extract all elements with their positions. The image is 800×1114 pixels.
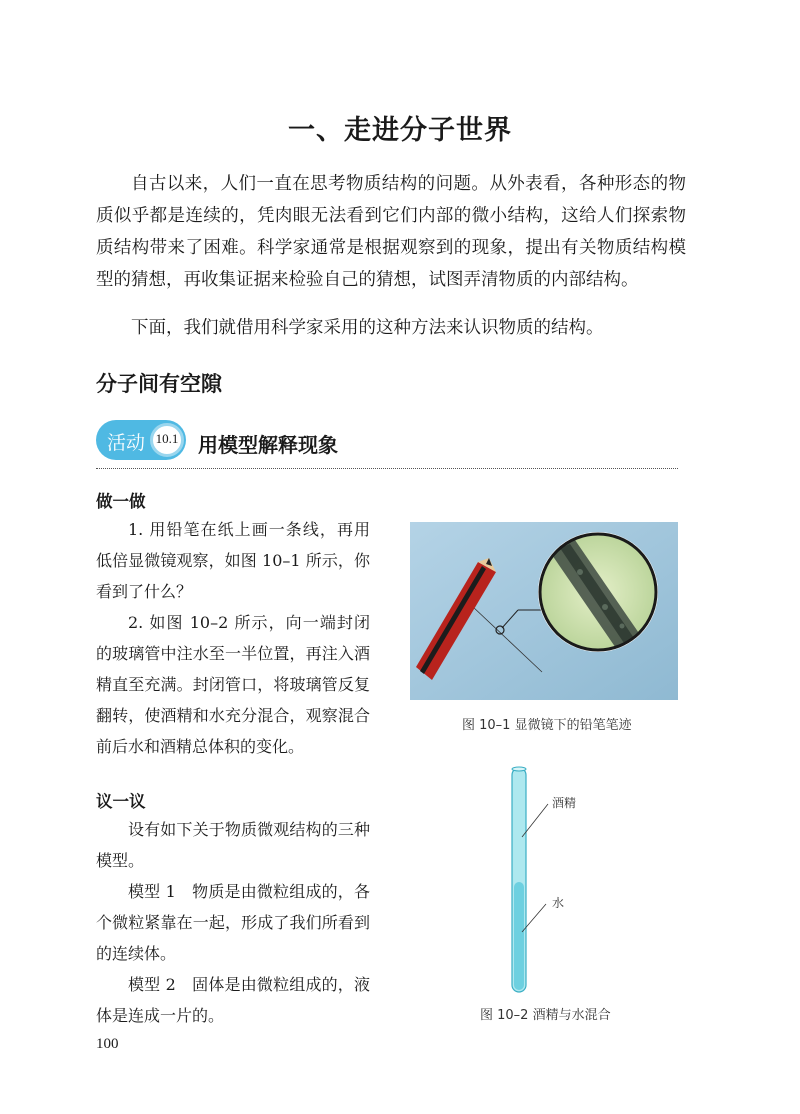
section-heading: 分子间有空隙 [96, 372, 222, 396]
figure-tube-mixing [470, 762, 630, 997]
discuss-heading: 议一议 [96, 792, 146, 811]
page-number: 100 [96, 1036, 119, 1052]
do-it-heading: 做一做 [96, 492, 146, 511]
model-2-text: 模型 2 固体是由微粒组成的，液体是连成一片的。 [96, 975, 370, 1025]
model-1-text: 模型 1 物质是由微粒组成的，各个微粒紧靠在一起，形成了我们所看到的连续体。 [96, 882, 370, 963]
step-1-text: 1. 用铅笔在纸上画一条线，再用低倍显微镜观察，如图 10–1 所示，你看到了什么？ [96, 520, 370, 601]
intro-paragraph: 自古以来，人们一直在思考物质结构的问题。从外表看，各种形态的物质似乎都是连续的，凭肉眼无法看到它们内部的微小结构，这给人们探索物质结构带来了困难。科学家通常是根据观察到的现象，提出有关物质结构模型的猜想，再收集证据来检验自己的猜想，试图弄清物质的内部结构。 [96, 174, 686, 290]
discuss-intro: 设有如下关于物质微观结构的三种模型。 [96, 820, 370, 870]
activity-title: 用模型解释现象 [198, 433, 338, 457]
page-title: 一、走进分子世界 [288, 115, 512, 146]
figure-1-caption: 图 10–1 显微镜下的铅笔笔迹 [462, 718, 632, 733]
activity-number: 10.1 [155, 431, 179, 446]
intro-paragraph-2: 下面，我们就借用科学家采用的这种方法来认识物质的结构。 [131, 318, 604, 338]
step-2-text: 2. 如图 10–2 所示，向一端封闭的玻璃管中注水至一半位置，再注入酒精直至充满。封闭管口，将玻璃管反复翻转，使酒精和水充分混合，观察混合前后水和酒精总体积的变化。 [96, 613, 370, 756]
dotted-divider [96, 468, 678, 469]
figure-2-caption: 图 10–2 酒精与水混合 [480, 1008, 611, 1023]
activity-tag: 活动 [107, 432, 146, 454]
label-water: 水 [552, 896, 565, 910]
figure-pencil-microscope [410, 522, 678, 700]
label-alcohol: 酒精 [552, 796, 577, 810]
